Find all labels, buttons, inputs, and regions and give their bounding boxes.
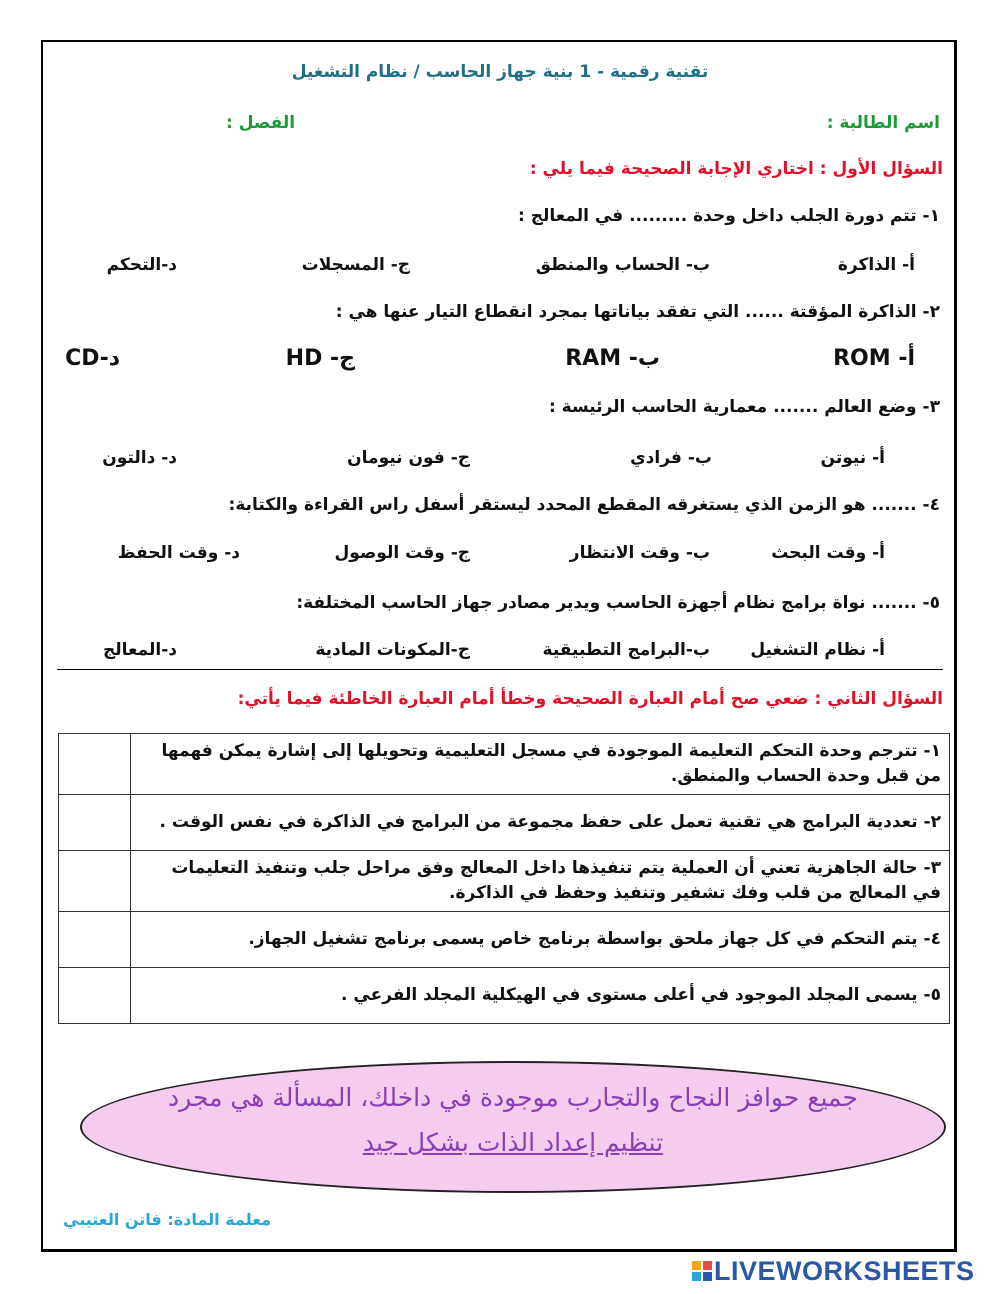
- q1-item-3-stem: ٣- وضع العالم ....... معمارية الحاسب الرئيسة :: [548, 397, 940, 417]
- brand-name: LIVEWORKSHEETS: [714, 1255, 975, 1286]
- answer-box-4[interactable]: [59, 912, 131, 968]
- answer-box-5[interactable]: [59, 968, 131, 1024]
- q1-item-4-option-b[interactable]: ب- وقت الانتظار: [569, 543, 710, 563]
- q1-item-3-option-b[interactable]: ب- فرادي: [630, 448, 712, 468]
- teacher-name: معلمة المادة: فاتن العتيبي: [63, 1210, 272, 1229]
- q1-item-3-option-a[interactable]: أ- نيوتن: [820, 448, 885, 468]
- table-row: [59, 851, 950, 912]
- q1-item-1-option-b[interactable]: ب- الحساب والمنطق: [535, 255, 710, 275]
- table-row: [59, 968, 950, 1024]
- q1-item-4-option-d[interactable]: د- وقت الحفظ: [117, 543, 240, 563]
- question1-heading: السؤال الأول : اختاري الإجابة الصحيحة فيما يلي :: [529, 159, 943, 179]
- q1-item-1-option-c[interactable]: ج- المسجلات: [301, 255, 410, 275]
- quote-line-1: جميع حوافز النجاح والتجارب موجودة في داخلك، المسألة هي مجرد: [168, 1083, 858, 1112]
- q1-item-2-option-a[interactable]: أ- ROM: [833, 346, 915, 371]
- table-row: [59, 734, 950, 795]
- q1-item-4-stem: ٤- ....... هو الزمن الذي يستغرقه المقطع المحدد ليستقر أسفل راس القراءة والكتابة:: [228, 495, 940, 515]
- q1-item-1-stem: ١- تتم دورة الجلب داخل وحدة ......... في المعالج :: [517, 206, 940, 226]
- q1-item-5-stem: ٥- ....... نواة برامج نظام أجهزة الحاسب ويدير مصادر جهاز الحاسب المختلفة:: [296, 593, 940, 613]
- answer-box-1[interactable]: [59, 734, 131, 795]
- q1-item-1-option-d[interactable]: د-التحكم: [106, 255, 177, 275]
- q1-item-4-option-c[interactable]: ج- وقت الوصول: [334, 543, 470, 563]
- q1-item-5-option-d[interactable]: د-المعالج: [102, 640, 177, 660]
- q1-item-5-option-b[interactable]: ب-البرامج التطبيقية: [542, 640, 710, 660]
- q1-item-2-option-d[interactable]: د-CD: [65, 346, 120, 371]
- q1-item-2-option-b[interactable]: ب- RAM: [565, 346, 660, 371]
- statement-4: ٤- يتم التحكم في كل جهاز ملحق بواسطة برنامج خاص يسمى برنامج تشغيل الجهاز.: [131, 912, 950, 968]
- statement-1: ١- تترجم وحدة التحكم التعليمة الموجودة في مسجل التعليمية وتحويلها إلى إشارة يمكن فهمها من قبل وحدة الحساب والمنطق.: [131, 734, 950, 795]
- logo-grid-icon: [692, 1261, 712, 1281]
- student-name-label: اسم الطالبة :: [826, 113, 940, 133]
- true-false-table: [58, 733, 950, 1024]
- q1-item-2-option-c[interactable]: ج- HD: [285, 346, 355, 371]
- worksheet-title: تقنية رقمية - 1 بنية جهاز الحاسب / نظام التشغيل: [291, 62, 709, 82]
- answer-box-2[interactable]: [59, 795, 131, 851]
- question2-heading: السؤال الثاني : ضعي صح أمام العبارة الصحيحة وخطأ أمام العبارة الخاطئة فيما يأتي:: [237, 689, 943, 709]
- q1-item-1-option-a[interactable]: أ- الذاكرة: [837, 255, 915, 275]
- q1-item-2-stem: ٢- الذاكرة المؤقتة ...... التي تفقد بياناتها بمجرد انقطاع التيار عنها هي :: [335, 302, 940, 322]
- liveworksheets-logo: [692, 1257, 975, 1285]
- q1-item-3-option-d[interactable]: د- دالتون: [102, 448, 177, 468]
- quote-line-2: تنظيم إعداد الذات بشكل جيد: [362, 1128, 664, 1157]
- table-row: [59, 912, 950, 968]
- class-label: الفصل :: [226, 113, 296, 133]
- statement-5: ٥- يسمى المجلد الموجود في أعلى مستوى في الهيكلية المجلد الفرعي .: [131, 968, 950, 1024]
- answer-box-3[interactable]: [59, 851, 131, 912]
- statement-3: ٣- حالة الجاهزية تعني أن العملية يتم تنفيذها داخل المعالج وفق مراحل جلب وتنفيذ التعليمات في المعالج من قلب وفك تشفير وتنفيذ وحفظ في الذاكرة.: [131, 851, 950, 912]
- q1-item-5-option-c[interactable]: ج-المكونات المادية: [315, 640, 470, 660]
- statement-2: ٢- تعددية البرامج هي تقنية تعمل على حفظ مجموعة من البرامج في الذاكرة في نفس الوقت .: [131, 795, 950, 851]
- table-row: [59, 795, 950, 851]
- quote-ellipse: [80, 1061, 946, 1193]
- q1-item-5-option-a[interactable]: أ- نظام التشغيل: [750, 640, 885, 660]
- q1-item-4-option-a[interactable]: أ- وقت البحث: [771, 543, 885, 563]
- q1-item-3-option-c[interactable]: ج- فون نيومان: [347, 448, 470, 468]
- section-divider: [57, 669, 943, 670]
